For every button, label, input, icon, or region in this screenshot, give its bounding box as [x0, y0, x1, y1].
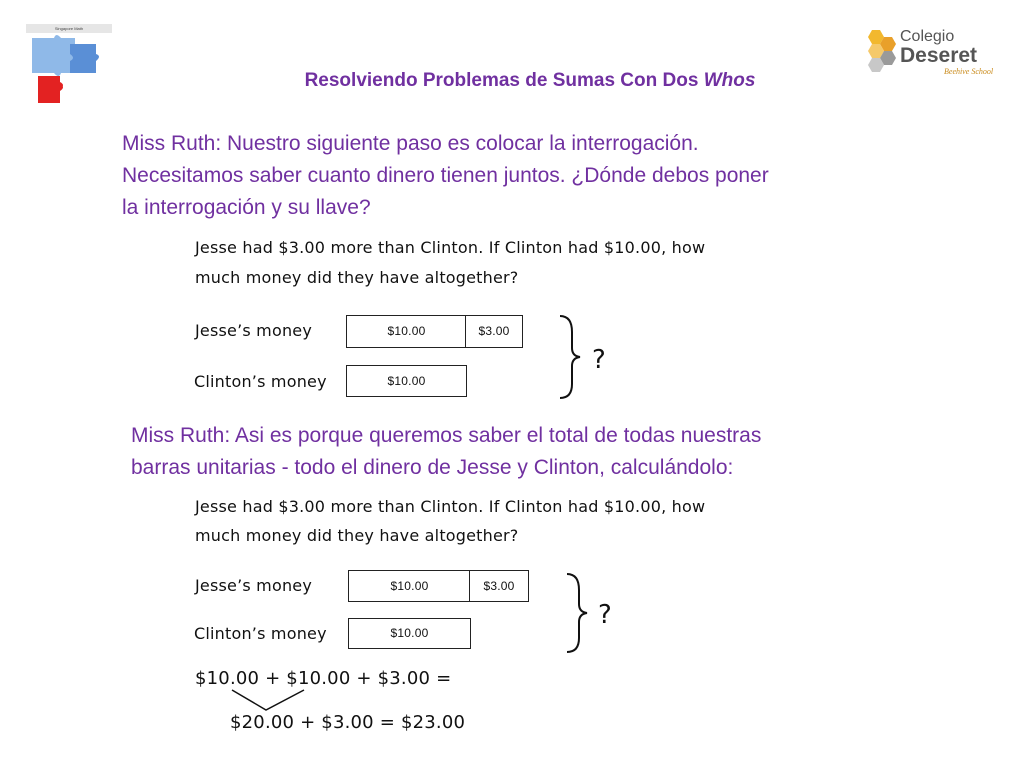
- logo-deseret-text: Deseret: [900, 44, 978, 67]
- jesse-bar-segment-3: $3.00: [465, 315, 523, 348]
- logo-caption: Singapore Math: [26, 24, 112, 33]
- logo-colegio-text: Colegio: [900, 28, 955, 45]
- jesse-money-label: Jesse’s money: [195, 321, 313, 340]
- paragraph-line: Necesitamos saber cuanto dinero tienen juntos. ¿Dónde debos poner: [122, 164, 769, 187]
- calculation-step-1: $10.00 + $10.00 + $3.00 =: [195, 668, 452, 689]
- paragraph-line: Miss Ruth: Asi es porque queremos saber el total de todas nuestras: [131, 424, 762, 447]
- paragraph-line: la interrogación y su llave?: [122, 196, 371, 219]
- jesse-bar-segment-3: $3.00: [469, 570, 529, 602]
- grouping-caret-icon: [228, 688, 308, 714]
- problem-text-line-1: Jesse had $3.00 more than Clinton. If Clinton had $10.00, how: [195, 497, 706, 516]
- clinton-bar: $10.00: [346, 365, 467, 397]
- problem-text-line-1: Jesse had $3.00 more than Clinton. If Clinton had $10.00, how: [195, 238, 706, 257]
- question-mark: ?: [592, 345, 606, 375]
- calculation-step-2: $20.00 + $3.00 = $23.00: [230, 712, 466, 733]
- paragraph-line: Miss Ruth: Nuestro siguiente paso es colocar la interrogación.: [122, 132, 699, 155]
- clinton-money-label: Clinton’s money: [194, 624, 327, 643]
- jesse-money-label: Jesse’s money: [195, 576, 313, 595]
- jesse-bar-segment-10: $10.00: [346, 315, 467, 348]
- right-brace-icon: [563, 570, 593, 656]
- problem-text-line-2: much money did they have altogether?: [195, 526, 519, 545]
- problem-text-line-2: much money did they have altogether?: [195, 268, 519, 287]
- title-italic: Whos: [703, 70, 756, 91]
- title-main: Resolviendo Problemas de Sumas Con Dos: [304, 70, 704, 91]
- logo-beehive-text: Beehive School: [944, 67, 994, 76]
- jesse-bar-segment-10: $10.00: [348, 570, 471, 602]
- question-mark: ?: [598, 600, 612, 630]
- clinton-money-label: Clinton’s money: [194, 372, 327, 391]
- clinton-bar: $10.00: [348, 618, 471, 649]
- paragraph-line: barras unitarias - todo el dinero de Jesse y Clinton, calculándolo:: [131, 456, 734, 479]
